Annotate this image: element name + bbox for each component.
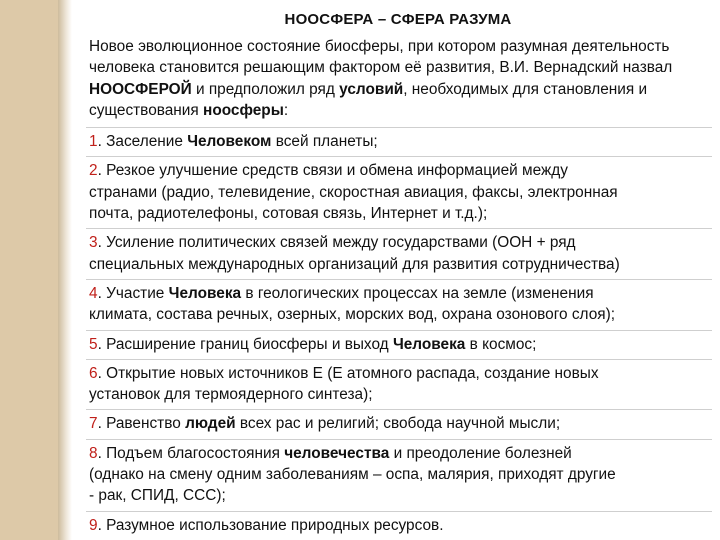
list-item <box>86 360 712 411</box>
item-bold: людей <box>185 415 236 433</box>
intro-text-4: : <box>283 101 289 119</box>
slide-title: НООСФЕРА – СФЕРА РАЗУМА <box>284 11 512 28</box>
intro-bold-noosphere-genitive: ноосферы <box>203 101 284 119</box>
item-text: . Заселение <box>97 133 188 151</box>
list-item <box>86 410 712 439</box>
item-text-after: всех рас и религий; свобода научной мысли; <box>235 415 561 433</box>
item-number: 6 <box>89 364 98 382</box>
item-text: . Открытие новых источников Е (Е атомного распада, создание новых установок для термоядерного синтеза); <box>89 364 599 404</box>
item-number: 4 <box>89 284 98 302</box>
item-text-after: в космос; <box>465 335 537 353</box>
item-number: 9 <box>89 516 98 534</box>
list-item <box>86 280 712 331</box>
item-text: . Равенство <box>97 415 186 433</box>
item-text-after: в геологических процессах на земле (изменения климата, состава речных, озерных, морских вод, охрана озонового слоя); <box>89 284 616 324</box>
list-item <box>86 229 712 280</box>
item-text: . Подъем благосостояния <box>97 444 285 462</box>
item-bold: человечества <box>284 444 390 462</box>
item-number: 8 <box>89 444 98 462</box>
left-decorative-band <box>0 0 58 540</box>
item-number: 2 <box>89 162 98 180</box>
list-item <box>86 512 712 540</box>
intro-bold-conditions: условий <box>339 80 404 98</box>
item-number: 5 <box>89 335 98 353</box>
intro-paragraph <box>86 36 712 128</box>
item-bold: Человека <box>392 335 466 353</box>
item-bold: Человека <box>168 284 242 302</box>
list-item <box>86 157 712 229</box>
item-text: . Разумное использование природных ресурсов. <box>97 516 444 534</box>
item-text: . Расширение границ биосферы и выход <box>97 335 393 353</box>
intro-text-1: Новое эволюционное состояние биосферы, при котором разумная деятельность человека становится решающим фактором её развития, В.И. Вернадский назвал <box>89 38 673 77</box>
slide-content <box>86 36 712 540</box>
list-item <box>86 128 712 157</box>
intro-text-3: , необходимых для становления и существования <box>89 80 648 119</box>
item-text: . Усиление политических связей между государствами (ООН + ряд специальных международных организаций для развития сотрудничества) <box>89 234 620 273</box>
intro-bold-noosphere: НООСФЕРОЙ <box>89 80 192 98</box>
item-bold: Человеком <box>187 133 272 151</box>
item-text-after: всей планеты; <box>271 133 378 151</box>
item-text: . Резкое улучшение средств связи и обмена информацией между странами (радио, телевидение, скоростная авиация, факсы, электронная почта, радиотелефоны, сотовая связь, Интернет и т.д.); <box>89 162 618 223</box>
item-number: 1 <box>89 133 98 151</box>
conditions-list <box>86 128 712 540</box>
item-text: . Участие <box>97 284 169 302</box>
band-gradient-edge <box>58 0 72 540</box>
item-number: 3 <box>89 234 98 252</box>
list-item <box>86 440 712 512</box>
item-number: 7 <box>89 415 98 433</box>
item-text-after: и преодоление болезней (однако на смену одним заболеваниям – оспа, малярия, приходят другие - рак, СПИД, ССС); <box>89 444 616 505</box>
intro-text-2: и предположил ряд <box>191 80 340 98</box>
list-item <box>86 331 712 360</box>
